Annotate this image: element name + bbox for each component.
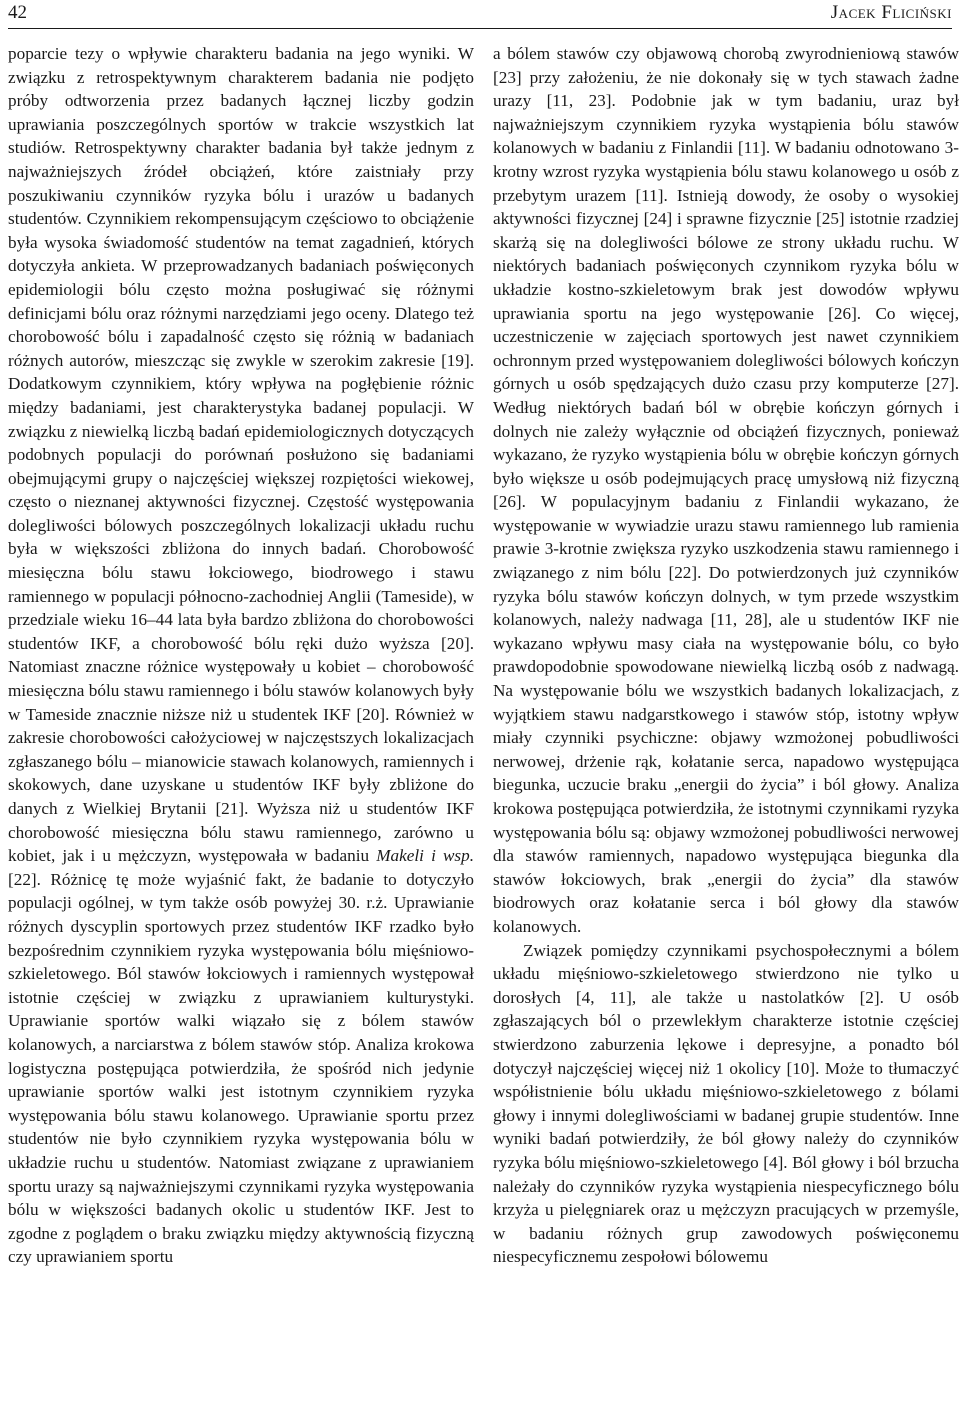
header-rule — [8, 28, 952, 29]
body-paragraph — [8, 42, 474, 1269]
body-paragraph: Związek pomiędzy czynnikami psychospołecznymi a bólem układu mięśniowo-szkieletowego stwierdzono nie tylko u dorosłych [4, 11], ale także u nastolatków [2]. U osób zgłaszających ból o przewlekłym charakterze istotnie częściej stwierdzono zaburzenia lękowe i depresyjne, a ponadto ból dotyczył najczęściej więcej niż 1 okolicy [10]. Może to tłumaczyć współistnienie bólu układu mięśniowo-szkieletowego z bólami głowy i innymi dolegliwościami w badanej grupie studentów. Inne wyniki badań potwierdziły, że ból głowy należy do czynników ryzyka bólu mięśniowo-szkieletowego [4]. Ból głowy i ból brzucha należały do czynników ryzyka wystąpienia niespecyficznego bólu krzyża u pielęgniarek oraz u mężczyzn pracujących w przemyśle, w badaniu różnych grup zawodowych poświęconemu niespecyficznemu zespołowi bólowemu — [493, 940, 959, 1267]
right-column — [493, 42, 959, 1269]
running-header — [8, 2, 952, 26]
running-author: Jacek Fliciński — [830, 2, 952, 23]
paragraph-text-continued: [22]. Różnicę tę może wyjaśnić fakt, że badanie to dotyczyło populacji ogólnej, w tym także osób powyżej 30. r.ż. Uprawianie różnych dyscyplin sportowych przez studentów IKF rzadko było bezpośrednim czynnikiem ryzyka występowania bólu mięśniowo-szkieletowego. Ból stawów łokciowych i ramiennych występował istotnie częściej w związku z uprawianiem kulturystyki. Uprawianie sportów walki wiązało się z bólem stawów kolanowych, a narciarstwa z bólem stawów stóp. Analiza krokowa logistyczna postępująca potwierdziła, że spośród nich jedynie uprawianie sportów walki jest istotnym czynnikiem ryzyka występowania bólu stawu kolanowego. Uprawianie sportu przez studentów nie było czynnikiem ryzyka występowania bólu w układzie ruchu u studentów. Natomiast związane z uprawianiem sportu urazy są najważniejszymi czynnikami ryzyka występowania bólu w większości badanych okolic u studentów IKF. Jest to zgodne z poglądem o braku związku między aktywnością fizyczną czy uprawianiem sportu — [8, 869, 474, 1267]
body-paragraph: a bólem stawów czy objawową chorobą zwyrodnieniową stawów [23] przy założeniu, że nie dokonały się w tych stawach żadne urazy [11, 23]. Podobnie jak w tym badaniu, uraz był najważniejszym czynnikiem ryzyka wystąpienia bólu stawów kolanowych w badaniu z Finlandii [11]. W badaniu odnotowano 3-krotny wzrost ryzyka wystąpienia bólu stawu kolanowego u osób z przebytym urazem [11]. Istnieją dowody, że osoby o wysokiej aktywności fizycznej [24] i sprawne fizycznie [25] istotnie rzadziej skarżą się na dolegliwości bólowe ze strony układu ruchu. W niektórych badaniach poświęconych czynnikom ryzyka bólu w układzie kostno-szkieletowym brak jest dowodów wpływu uprawiania sportu na jego występowanie [26]. Co więcej, uczestniczenie w zajęciach sportowych jest nawet czynnikiem ochronnym przed występowaniem dolegliwości bólowych kończyn górnych u osób spędzających dużo czasu przy komputerze [27]. Według niektórych badań ból w obrębie kończyn górnych i dolnych nie zależy wyłącznie od obciążeń fizycznych, ponieważ wykazano, że ryzyko wystąpienia bólu w obrębie kończyn górnych było większe u osób podejmujących pracę umysłową niż fizyczną [26]. W populacyjnym badaniu z Finlandii wykazano, że występowanie w wywiadzie urazu stawu ramiennego lub ramienia prawie 3-krotnie zwiększa ryzyko uszkodzenia stawu ramiennego i związanego z nim bólu [22]. Do potwierdzonych już czynników ryzyka bólu stawów kończyn dolnych, w tym przede wszystkim kolanowych, należy nadwaga [11, 28], ale u studentów IKF nie wykazano wpływu masy ciała na występowanie bólu, co było prawdopodobnie spowodowane niewielką liczbą osób z nadwagą. Na występowanie bólu we wszystkich badanych lokalizacjach, z wyjątkiem stawu nadgarstkowego i stawów stóp, istotny wpływ miały czynniki psychiczne: objawy wzmożonej pobudliwości nerwowej, drżenie rąk, kołatanie serca, napadowo występująca biegunka, uczucie braku „energii do życia” i ból głowy. Analiza krokowa postępująca potwierdziła, że istotnymi czynnikami ryzyka występowania bólu są: objawy wzmożonej pobudliwości nerwowej dla stawów ramiennych, napadowo występująca biegunka dla stawów łokciowych, brak „energii do życia” dla stawów biodrowych oraz kołatanie serca i ból głowy dla stawów kolanowych. — [493, 44, 959, 936]
page-number: 42 — [8, 2, 27, 23]
left-column — [8, 42, 474, 1269]
cited-study-italic: Makeli i wsp. — [376, 846, 475, 866]
paragraph-text: poparcie tezy o wpływie charakteru badania na jego wyniki. W związku z retrospektywnym charakterem badania nie podjęto próby odtworzenia przez badanych łącznej liczby godzin uprawiania poszczególnych sportów w trakcie wszystkich lat studiów. Retrospektywny charakter badania był także jednym z najważniejszych źródeł obciążeń, które zaistniały przy poszukiwaniu czynników ryzyka bólu i urazów u badanych studentów. Czynnikiem rekompensującym częściowo to obciążenie była wysoka świadomość studentów na temat zagadnień, których dotyczyła ankieta. W przeprowadzanych badaniach poświęconych epidemiologii bólu często można posługiwać się różnymi definicjami bólu oraz różnymi narzędziami jego oceny. Dlatego też chorobowość bólu i zapadalność często się różnią w badaniach różnych autorów, mieszcząc się zwykle w szerokim zakresie [19]. Dodatkowym czynnikiem, który wpływa na pogłębienie różnic między badaniami, jest charakterystyka badanej populacji. W związku z niewielką liczbą badań epidemiologicznych dotyczących podobnych populacji do porównań posłużono się badaniami obejmującymi grupy o najczęściej większej rozpiętości wiekowej, często o nieznanej aktywności fizycznej. Częstość występowania dolegliwości bólowych poszczególnych lokalizacji układu ruchu była w większości zbliżona do innych badań. Chorobowość miesięczna bólu stawu łokciowego, biodrowego i stawu ramiennego w populacji północno-zachodniej Anglii (Tameside), w przedziale wieku 16–44 lata była bardzo zbliżona do chorobowości studentów IKF, a chorobowość bólu ręki dużo wyższa [20]. Natomiast znaczne różnice występowały u kobiet – chorobowość miesięczna bólu stawu ramiennego i bólu stawów kolanowych były w Tameside znacznie niższe niż u studentek IKF [20]. Również w zakresie chorobowości całożyciowej w najczęstszych lokalizacjach zgłaszanego bólu – mianowicie stawach kolanowych, ramiennych i skokowych, dane uzyskane u studentów IKF były zbliżone do danych z Wielkiej Brytanii [21]. Wyższa niż u studentów IKF chorobowość miesięczna bólu stawu ramiennego, zarówno u kobiet, jak i u mężczyzn, występowała w badaniu — [8, 44, 474, 866]
